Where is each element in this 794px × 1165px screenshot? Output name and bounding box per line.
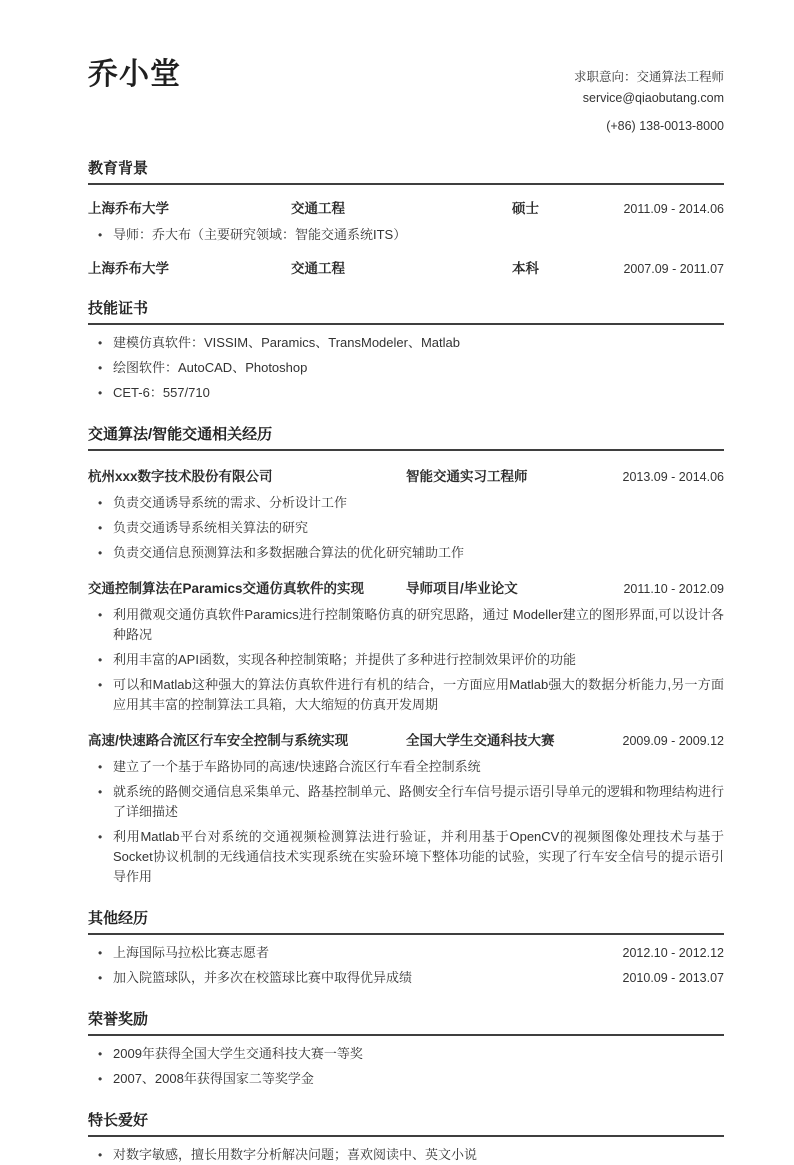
bullet-item: • 绘图软件：AutoCAD、Photoshop <box>113 358 724 378</box>
bullet-item: • 可以和Matlab这种强大的算法仿真软件进行有机的结合，一方面应用Matlab强大的数据分析能力,另一方面应用其丰富的控制算法工具箱，大大缩短的仿真开发周期 <box>113 675 724 715</box>
experience-entry-header <box>88 729 724 749</box>
experience-bullets <box>88 757 724 887</box>
section-title-honors: 荣誉奖励 <box>88 1011 724 1036</box>
bullet-item: • 利用微观交通仿真软件Paramics进行控制策略仿真的研究思路，通过 Modeller建立的图形界面,可以设计各种路况 <box>113 605 724 645</box>
date-range: 2010.09 - 2013.07 <box>622 971 724 985</box>
section-title-other: 其他经历 <box>88 910 724 935</box>
hobbies-bullets <box>88 1145 724 1165</box>
item-text: • 上海国际马拉松比赛志愿者 <box>113 945 270 960</box>
major-name: 交通工程 <box>291 201 345 216</box>
date-range: 2007.09 - 2011.07 <box>623 262 724 276</box>
phone-text: (+86) 138-0013-8000 <box>606 119 724 133</box>
project-name: 交通控制算法在Paramics交通仿真软件的实现 <box>88 581 365 596</box>
school-name: 上海乔布大学 <box>88 261 169 276</box>
list-item <box>113 943 724 963</box>
bullet-item: • 利用Matlab平台对系统的交通视频检测算法进行验证，并利用基于OpenCV的视频图像处理技术与基于Socket协议机制的无线通信技术实现系统在实验环境下整体功能的试验，实现了行车安全信号的提示语引导作用 <box>113 827 724 887</box>
education-row <box>88 197 724 217</box>
section-title-skills: 技能证书 <box>88 300 724 325</box>
section-other <box>88 910 724 988</box>
date-range: 2012.10 - 2012.12 <box>622 946 724 960</box>
role-title: 导师项目/毕业论文 <box>406 581 518 596</box>
section-hobbies <box>88 1112 724 1165</box>
bullet-item: • 对数字敏感，擅长用数字分析解决问题；喜欢阅读中、英文小说 <box>113 1145 724 1165</box>
skills-bullets <box>88 333 724 403</box>
bullet-item: • 负责交通诱导系统的需求、分析设计工作 <box>113 493 724 513</box>
section-skills <box>88 300 724 403</box>
bullet-item: • CET-6：557/710 <box>113 383 724 403</box>
bullet-item: • 导师：乔大布（主要研究领域：智能交通系统ITS） <box>113 225 724 245</box>
degree-name: 本科 <box>512 261 539 276</box>
role-title: 智能交通实习工程师 <box>406 469 528 484</box>
candidate-name: 乔小堂 <box>88 58 181 91</box>
section-title-hobbies: 特长爱好 <box>88 1112 724 1137</box>
experience-entry-header <box>88 577 724 597</box>
bullet-item: • 建模仿真软件：VISSIM、Paramics、TransModeler、Matlab <box>113 333 724 353</box>
item-text: • 加入院篮球队，并多次在校篮球比赛中取得优异成绩 <box>113 970 413 985</box>
section-experience <box>88 426 724 887</box>
job-objective: 求职意向：交通算法工程师 <box>573 70 724 84</box>
bullet-item: • 2009年获得全国大学生交通科技大赛一等奖 <box>113 1044 724 1064</box>
experience-entry-header <box>88 465 724 485</box>
section-title-education: 教育背景 <box>88 160 724 185</box>
experience-bullets <box>88 605 724 715</box>
company-name: 杭州xxx数字技术股份有限公司 <box>88 469 273 484</box>
email-text: service@qiaobutang.com <box>582 91 724 105</box>
project-name: 高速/快速路合流区行车安全控制与系统实现 <box>88 733 349 748</box>
role-title: 全国大学生交通科技大赛 <box>406 733 555 748</box>
section-education <box>88 160 724 277</box>
date-range: 2009.09 - 2009.12 <box>622 734 724 748</box>
section-honors <box>88 1011 724 1089</box>
date-range: 2013.09 - 2014.06 <box>622 470 724 484</box>
honors-bullets <box>88 1044 724 1089</box>
date-range: 2011.09 - 2014.06 <box>623 202 724 216</box>
bullet-item: • 2007、2008年获得国家二等奖学金 <box>113 1069 724 1089</box>
date-range: 2011.10 - 2012.09 <box>623 582 724 596</box>
bullet-item: • 负责交通诱导系统相关算法的研究 <box>113 518 724 538</box>
bullet-item: • 建立了一个基于车路协同的高速/快速路合流区行车看全控制系统 <box>113 757 724 777</box>
bullet-item: • 负责交通信息预测算法和多数据融合算法的优化研究辅助工作 <box>113 543 724 563</box>
school-name: 上海乔布大学 <box>88 201 169 216</box>
list-item <box>113 968 724 988</box>
experience-bullets <box>88 493 724 563</box>
other-list <box>88 943 724 988</box>
resume-header <box>88 58 724 137</box>
section-title-experience: 交通算法/智能交通相关经历 <box>88 426 724 451</box>
bullet-item: • 利用丰富的API函数，实现各种控制策略；并提供了多种进行控制效果评价的功能 <box>113 650 724 670</box>
education-bullets <box>88 225 724 245</box>
education-row <box>88 257 724 277</box>
bullet-item: • 就系统的路侧交通信息采集单元、路基控制单元、路侧安全行车信号提示语引导单元的逻辑和物理结构进行了详细描述 <box>113 782 724 822</box>
contact-block <box>574 58 724 137</box>
degree-name: 硕士 <box>512 201 539 216</box>
major-name: 交通工程 <box>291 261 345 276</box>
